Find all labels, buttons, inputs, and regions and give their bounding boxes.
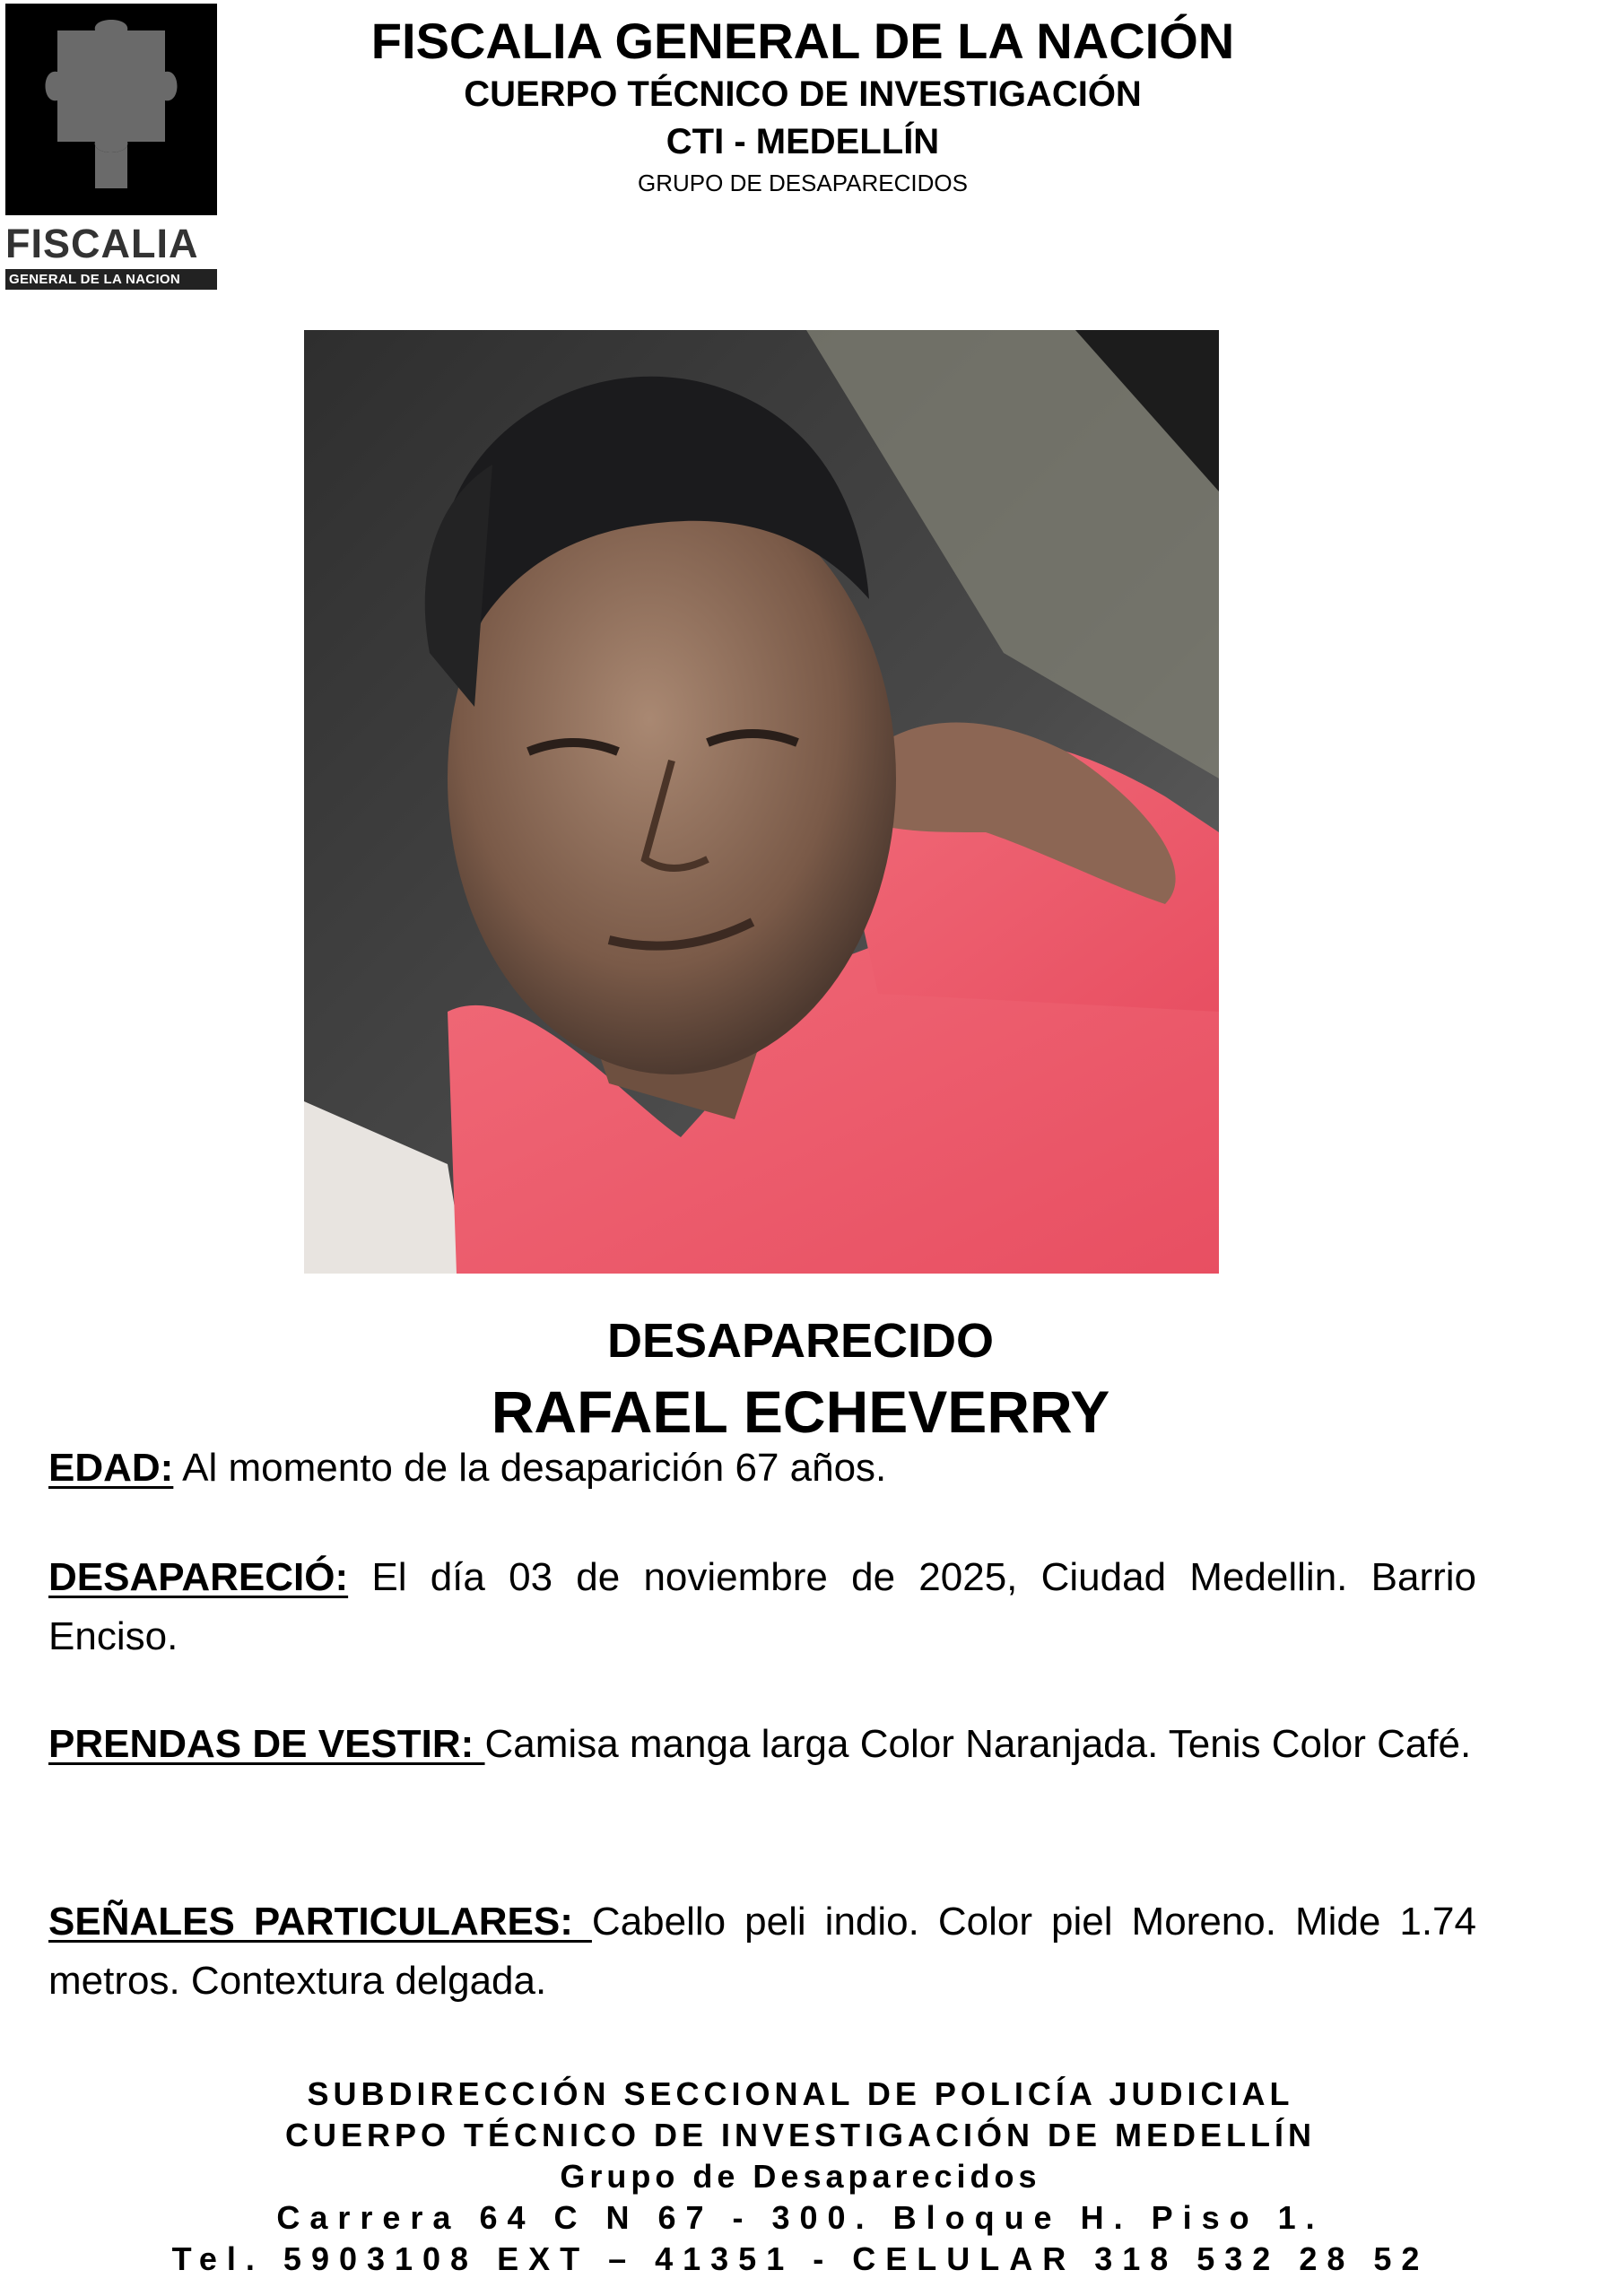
- detail-senales: [48, 1892, 1476, 2011]
- contact-footer: [0, 2074, 1601, 2280]
- fiscalia-logo: [5, 4, 217, 290]
- document-header: [269, 13, 1336, 201]
- footer-phone: Tel. 5903108 EXT – 41351 - CELULAR 318 532 28 52: [171, 2240, 1430, 2277]
- header-institution: FISCALIA GENERAL DE LA NACIÓN: [370, 13, 1235, 69]
- footer-address: Carrera 64 C N 67 - 300. Bloque H. Piso 1.: [276, 2199, 1325, 2236]
- detail-prendas: [48, 1715, 1476, 1774]
- puzzle-piece-icon: [5, 4, 217, 215]
- footer-agency: CUERPO TÉCNICO DE INVESTIGACIÓN DE MEDELLÍN: [284, 2117, 1317, 2153]
- senales-label: SEÑALES PARTICULARES:: [48, 1900, 592, 1944]
- prendas-value: Camisa manga larga Color Naranjada. Tenis Color Café.: [484, 1722, 1472, 1766]
- header-office: CTI - MEDELLÍN: [666, 122, 940, 161]
- senales-value: Cabello peli indio. Color piel Moreno. Mide 1.74 metros. Contextura delgada.: [48, 1900, 1477, 2003]
- header-group: GRUPO DE DESAPARECIDOS: [638, 170, 968, 196]
- logo-word: FISCALIA: [5, 221, 199, 266]
- header-agency: CUERPO TÉCNICO DE INVESTIGACIÓN: [464, 74, 1142, 114]
- status-heading: DESAPARECIDO: [606, 1314, 995, 1368]
- missing-person-photo: [304, 330, 1219, 1274]
- footer-group: Grupo de Desaparecidos: [560, 2158, 1041, 2195]
- desaparecio-label: DESAPARECIÓ:: [48, 1555, 349, 1599]
- footer-subdirection: SUBDIRECCIÓN SECCIONAL DE POLICÍA JUDICIAL: [307, 2075, 1294, 2112]
- logo-subtitle: GENERAL DE LA NACION: [5, 269, 217, 290]
- desaparecio-value: El día 03 de noviembre de 2025, Ciudad Medellin. Barrio Enciso.: [48, 1555, 1476, 1658]
- logo-emblem: [5, 4, 217, 215]
- edad-value: Al momento de la desaparición 67 años.: [173, 1446, 887, 1490]
- person-name: RAFAEL ECHEVERRY: [491, 1378, 1110, 1445]
- detail-edad: [48, 1439, 1476, 1498]
- edad-label: EDAD:: [48, 1446, 174, 1490]
- detail-desaparecio: [48, 1548, 1476, 1666]
- prendas-label: PRENDAS DE VESTIR:: [48, 1722, 485, 1766]
